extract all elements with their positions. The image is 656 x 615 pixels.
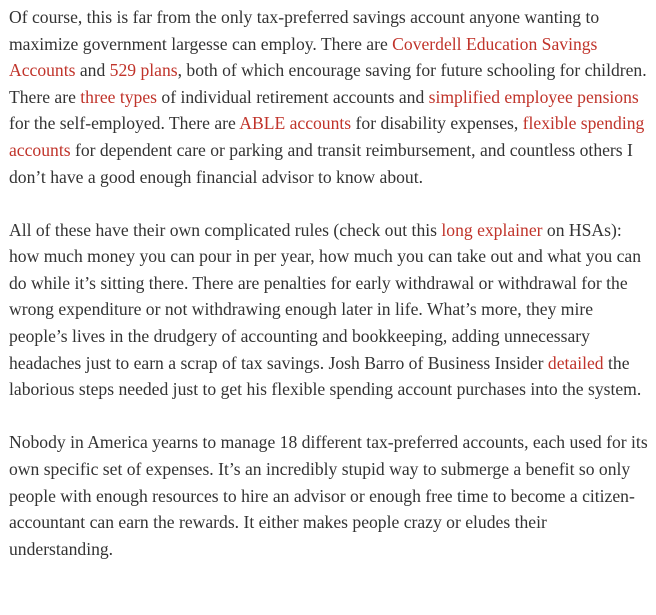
inline-link[interactable]: flexible spending accounts bbox=[9, 113, 645, 160]
inline-link[interactable]: long explainer bbox=[441, 219, 543, 240]
inline-link[interactable]: 529 plans bbox=[109, 60, 178, 81]
text-span: for the self-employed. There are bbox=[9, 113, 240, 134]
inline-link[interactable]: ABLE accounts bbox=[239, 113, 352, 134]
paragraph-3 bbox=[9, 429, 649, 562]
text-span: for dependent care or parking and transit reimbursement, and countless others I don’t have a good enough financial advisor to know about. bbox=[9, 139, 633, 187]
inline-link[interactable]: detailed bbox=[547, 352, 604, 373]
inline-link[interactable]: three types bbox=[80, 86, 157, 107]
text-span: on HSAs): how much money you can pour in per year, how much you can take out and what you can do while it’s sitting there. There are penalties for early withdrawal or withdrawal for the wrong expenditure or not withdrawing enough later in life. What’s more, they mire people’s lives in the drudgery of accounting and bookkeeping, adding unnecessary headaches just to earn a scrap of tax savings. Josh Barro of Business Insider bbox=[9, 219, 642, 373]
text-span: All of these have their own complicated rules (check out this bbox=[9, 219, 442, 240]
paragraph-1 bbox=[9, 4, 649, 190]
text-span: for disability expenses, bbox=[351, 113, 523, 134]
paragraph-2 bbox=[9, 217, 649, 403]
text-span: , both of which encourage saving for future schooling for children. There are bbox=[9, 60, 647, 107]
text-span: and bbox=[75, 60, 110, 81]
inline-link[interactable]: simplified employee pensions bbox=[428, 86, 639, 107]
inline-link[interactable]: Coverdell Education Savings Accounts bbox=[9, 33, 598, 81]
text-span: Nobody in America yearns to manage 18 different tax-preferred accounts, each used for its own specific set of expenses. It’s an incredibly stupid way to submerge a benefit so only people with enough resources to hire an advisor or enough free time to become a citizen-accountant can earn the rewards. It either makes people crazy or eludes their understanding. bbox=[9, 432, 648, 559]
text-span: Of course, this is far from the only tax-preferred savings account anyone wanting to maximize government largesse can employ. There are bbox=[9, 7, 600, 54]
text-span: the laborious steps needed just to get his flexible spending account purchases into the system. bbox=[9, 352, 642, 400]
text-span: of individual retirement accounts and bbox=[157, 86, 429, 107]
